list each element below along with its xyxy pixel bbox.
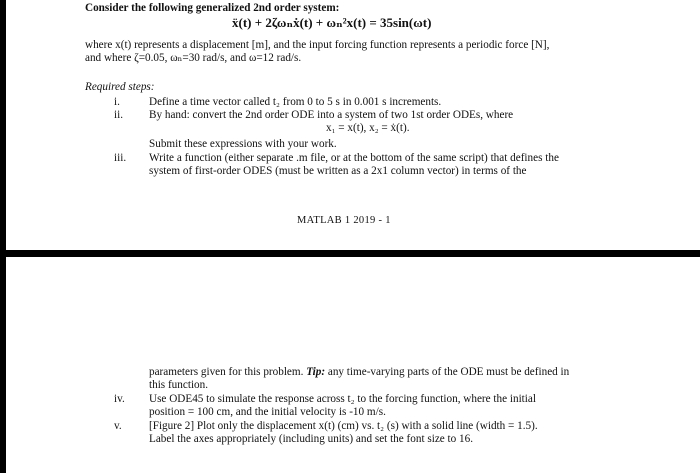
step-number: iii. — [114, 152, 127, 164]
step-text: Label the axes appropriately (including units) and set the font size to 16. — [149, 433, 474, 445]
step-text: By hand: convert the 2nd order ODE into a system of two 1st order ODEs, where — [149, 109, 514, 121]
where-text-line-2: and where ζ=0.05, ωₙ=30 rad/s, and ω=12 rad/s. — [85, 52, 302, 64]
ode-equation: ẍ(t) + 2ζωₙẋ(t) + ωₙ²x(t) = 35sin(ωt) — [232, 15, 432, 30]
step-text: Use ODE45 to simulate the response across t₂ to the forcing function, where the initial — [149, 393, 536, 405]
where-text-line-1: where x(t) represents a displacement [m], and the input forcing function represents a periodic force [N], — [85, 39, 550, 51]
step-text: Define a time vector called t₂ from 0 to 5 s in 0.001 s increments. — [149, 96, 442, 108]
step-text: position = 100 cm, and the initial velocity is -10 m/s. — [149, 406, 386, 418]
document-page-2 — [6, 257, 700, 473]
state-variable-definition: x₁ = x(t), x₂ = ẋ(t). — [326, 122, 410, 134]
tip-label: Tip: — [306, 366, 326, 378]
continued-text: parameters given for this problem. Tip: any time-varying parts of the ODE must be defined in — [149, 366, 570, 378]
page-footer: MATLAB 1 2019 - 1 — [297, 215, 391, 226]
step-number: i. — [114, 96, 120, 108]
step-number: v. — [114, 420, 122, 432]
intro-text: Consider the following generalized 2nd order system: — [85, 2, 340, 14]
required-steps-heading: Required steps: — [85, 81, 155, 93]
document-page-1 — [6, 0, 700, 250]
step-number: iv. — [114, 393, 125, 405]
step-text: Write a function (either separate .m file, or at the bottom of the same script) that defines the — [149, 152, 559, 164]
continued-text: this function. — [149, 379, 209, 391]
step-text: [Figure 2] Plot only the displacement x(t) (cm) vs. t₂ (s) with a solid line (width = 1.5). — [149, 420, 538, 432]
step-text: system of first-order ODES (must be written as a 2x1 column vector) in terms of the — [149, 165, 527, 177]
step-text: Submit these expressions with your work. — [149, 138, 337, 150]
step-number: ii. — [114, 109, 124, 121]
